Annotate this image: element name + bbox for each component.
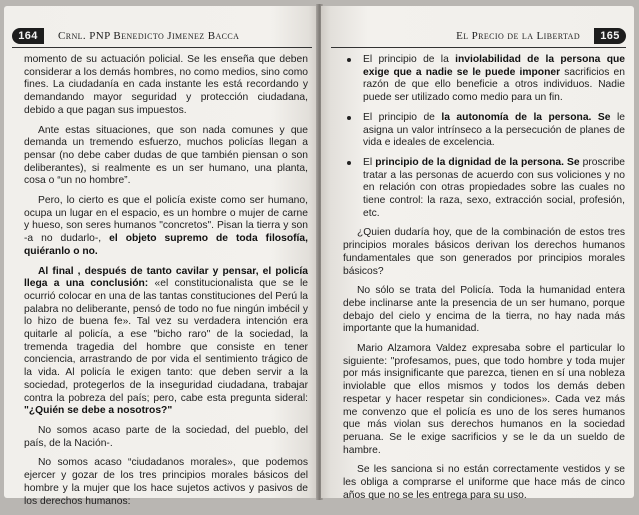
left-page bbox=[4, 6, 318, 507]
body-paragraph bbox=[24, 425, 308, 450]
body-paragraph bbox=[343, 464, 625, 502]
text-run: ¿Quien dudaría hoy, que de la combinación de estos tres principios morales básicos derivan los derechos humanos fundamentales que son generados por principios morales básicos? bbox=[343, 227, 625, 277]
text-run: No somos acaso parte de la sociedad, del pueblo, del país, de la Nación-. bbox=[24, 424, 308, 449]
bullet-icon bbox=[347, 58, 351, 62]
text-run: proscribe tratar a las personas de acuerdo con sus voliciones y no en relación con otras propiedades sobre las cuales no tiene control: la raza, sexo, extracción social, profesión, etc. bbox=[363, 156, 625, 219]
body-paragraph bbox=[24, 54, 308, 118]
emphasized-text: el objeto supremo de toda filosofía, quiéranlo o no. bbox=[24, 233, 308, 257]
text-run: sacrificios en razón de que ello beneficie a otros individuos. Nadie puede ser utilizado como medio para un fin. bbox=[363, 66, 626, 104]
body-paragraph bbox=[343, 343, 625, 457]
bullet-icon bbox=[347, 161, 351, 165]
text-run: Se les sanciona si no están correctamente vestidos y se les obliga a comprarse el uniforme que hace más de cinco años que no se les entrega para su uso. bbox=[343, 464, 625, 501]
body-paragraph bbox=[24, 457, 308, 508]
text-run: Mario Alzamora Valdez expresaba sobre el particular lo siguiente: "profesamos, pues, que todo hombre y toda mujer por más insignificante que parezca, tienen en sí una nobleza inviolable que ellos mismos y todos los demás deben respetar y hacer respetar sin condiciones». Cada vez más me convenzo que el policía es uno de los seres humanos que más violan sus derechos humanos en la sociedad peruana. Se le exige sacrificios y se le da un sueldo de hambre. bbox=[343, 343, 625, 456]
body-paragraph bbox=[24, 125, 308, 189]
principle-bullet-item bbox=[343, 112, 625, 150]
text-run: No sólo se trata del Policía. Toda la humanidad entera debe inclinarse ante la presencia de un ser humano, porque debajo del cielo y encima de la tierra, no hay nada más importante que la humanidad. bbox=[343, 285, 625, 335]
left-page-body bbox=[24, 54, 308, 515]
principle-bullet-item bbox=[343, 157, 625, 221]
text-run: No somos acaso “ciudadanos morales», que podemos ejercer y gozar de los tres principios morales básicos del hombre y la mujer que los hace sujetos activos y pasivos de los derechos humanos: bbox=[24, 457, 308, 507]
emphasized-text: Al final , después de tanto cavilar y pensar, el policía llega a una conclusión: bbox=[24, 265, 308, 290]
text-run: El principio de la bbox=[363, 54, 456, 65]
body-paragraph bbox=[24, 195, 308, 259]
running-header-author: Crnl. PNP Benedicto Jimenez Bacca bbox=[58, 30, 240, 42]
left-page-header bbox=[12, 26, 314, 46]
text-run: le asigna un valor intrínseco a la persecución de planes de vida e ideales de excelencia. bbox=[363, 111, 625, 149]
text-run: El principio de bbox=[363, 111, 442, 123]
emphasized-text: la autonomía de la persona. Se bbox=[441, 111, 611, 123]
header-rule bbox=[331, 47, 626, 48]
principles-list bbox=[343, 54, 625, 220]
right-page-body bbox=[343, 54, 625, 510]
text-run: momento de su actuación policial. Se les enseña que deben considerar a los demás hombres, no como medios, sino como fines. La ciudadanía en cada instante les está recordando y demandando mayor seguridad y protección ciudadana, debido a que pagan sus impuestos. bbox=[24, 54, 308, 116]
text-run: Pero, lo cierto es que el policía existe como ser humano, ocupa un lugar en el espacio, es un hombre o mujer de carne y hueso, son seres humanos "concretos". Pisan la tierra y son -a no dudarlo-, bbox=[24, 195, 308, 245]
right-page-header bbox=[331, 26, 626, 46]
text-run: Ante estas situaciones, que son nada comunes y que demanda un tremendo esfuerzo, muchos policías llegan a pensar (no debe caber dudas de que también piensan o son deliberantes), si realmente es un ser humano, una planta, cosa o “un no hombre”. bbox=[24, 124, 308, 187]
body-paragraph bbox=[24, 266, 308, 418]
page-number-badge: 164 bbox=[12, 28, 44, 44]
emphasized-text: principio de la dignidad de la persona. Se bbox=[375, 156, 580, 168]
right-page bbox=[321, 6, 634, 501]
body-paragraph bbox=[343, 227, 625, 278]
page-number-badge: 165 bbox=[594, 28, 626, 44]
principle-bullet-item bbox=[343, 54, 625, 105]
header-rule bbox=[12, 47, 312, 48]
body-paragraph bbox=[343, 285, 625, 336]
text-run: «el constitucionalista que se le ocurrió colocar en una de las tantas constituciones del Perú la palabra no deliberante, pensó de todo no fue ningún imbécil y lo hizo de buena fe». Tal vez su verdadera intención era quitarle al policía, a ese "bicho raro" de la sociedad, la tremenda tragedia del hombre que consiste en tener conciencia, arrastrando de por vida el sentimiento trágico de la vida. Al policía le exigen tanto: que deben servir a la sociedad, protegerlos de la inseguridad ciudadana, trabajar contra la pobreza del país; pero, cabe esta pregunta sideral: bbox=[24, 278, 309, 404]
running-header-title: El Precio de la Libertad bbox=[456, 30, 580, 42]
bullet-icon bbox=[347, 116, 351, 120]
emphasized-text: "¿Quién se debe a nosotros?" bbox=[24, 405, 173, 417]
text-run: El bbox=[363, 156, 376, 168]
emphasized-text: inviolabilidad de la persona que exige que a nadie se le puede imponer bbox=[363, 54, 625, 78]
